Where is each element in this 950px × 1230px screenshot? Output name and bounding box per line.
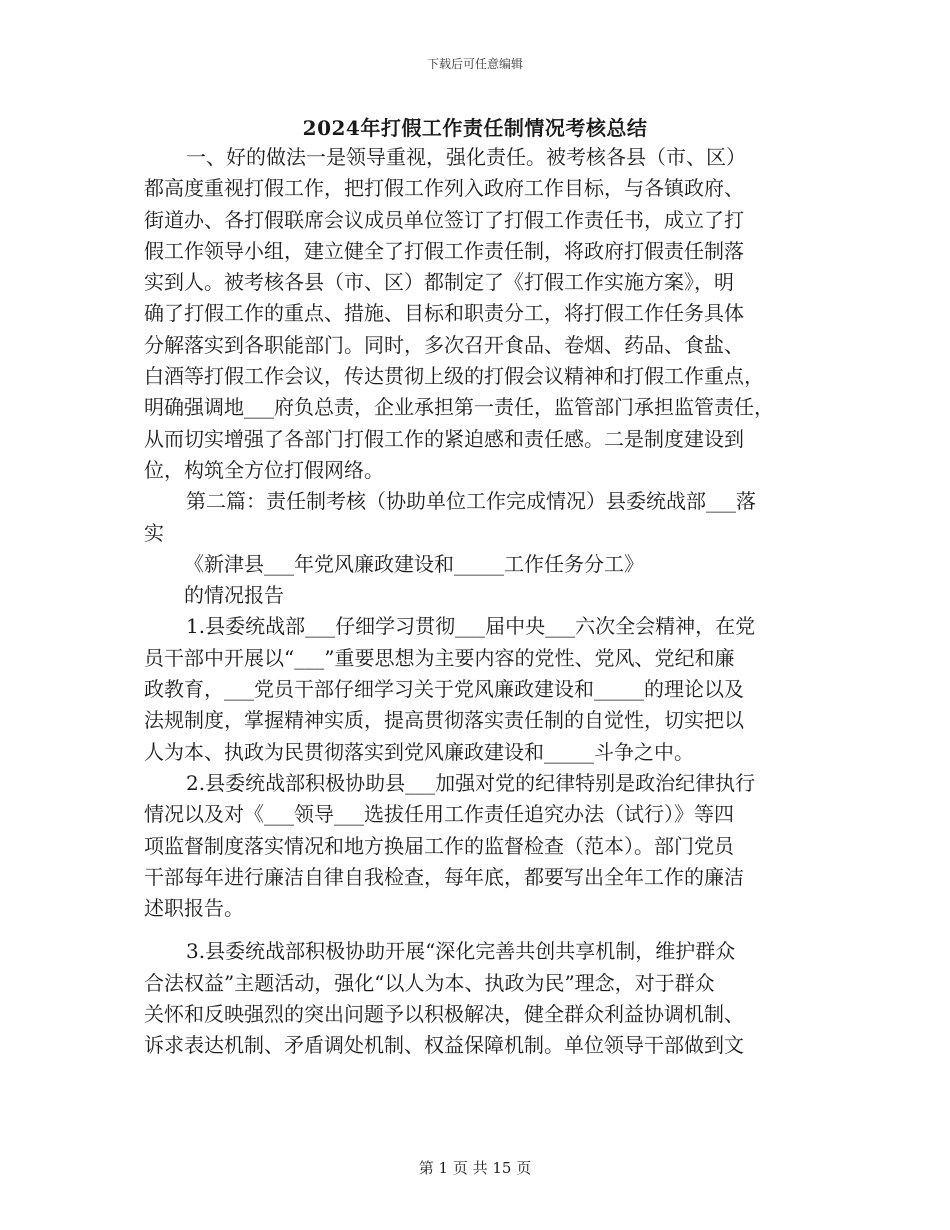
body-line: 确了打假工作的重点、措施、目标和职责分工，将打假工作任务具体 (144, 301, 744, 326)
body-line: 白酒等打假工作会议，传达贯彻上级的打假会议精神和打假工作重点， (144, 364, 764, 389)
body-line: 2.县委统战部积极协助县___加强对党的纪律特别是政治纪律执行 (186, 770, 756, 795)
body-line: 干部每年进行廉洁自律自我检查，每年底，都要写出全年工作的廉洁 (144, 864, 744, 889)
body-line: 第二篇：责任制考核（协助单位工作完成情况）县委统战部___落 (186, 489, 756, 514)
body-line: 人为本、执政为民贯彻落实到党风廉政建设和_____斗争之中。 (144, 739, 694, 764)
body-line: 关怀和反映强烈的突出问题予以积极解决，健全群众利益协调机制、 (144, 1002, 744, 1027)
body-line: 3.县委统战部积极协助开展“深化完善共创共享机制，维护群众 (186, 939, 736, 964)
page-number-footer: 第 1 页 共 15 页 (418, 1159, 532, 1177)
body-line: 从而切实增强了各部门打假工作的紧迫感和责任感。二是制度建设到 (144, 426, 744, 451)
body-line: 街道办、各打假联席会议成员单位签订了打假工作责任书，成立了打 (144, 207, 744, 232)
body-line: 情况以及对《___领导___选拔任用工作责任追究办法（试行）》等四 (144, 802, 734, 827)
body-line: 项监督制度落实情况和地方换届工作的监督检查（范本）。部门党员 (144, 833, 734, 858)
document-body (144, 142, 824, 1062)
body-line: 合法权益”主题活动，强化“以人为本、执政为民”理念，对于群众 (144, 970, 715, 995)
body-line: 一、好的做法一是领导重视，强化责任。被考核各县（市、区） (186, 145, 746, 169)
body-line: 员干部中开展以“___”重要思想为主要内容的党性、党风、党纪和廉 (144, 645, 735, 670)
body-line: 政教育，___党员干部仔细学习关于党风廉政建设和_____的理论以及 (144, 677, 744, 702)
paragraph-gap (144, 924, 824, 936)
document-title: 2024年打假工作责任制情况考核总结 (302, 116, 648, 140)
body-line: 假工作领导小组，建立健全了打假工作责任制，将政府打假责任制落 (144, 238, 744, 263)
body-line: 诉求表达机制、矛盾调处机制、权益保障机制。单位领导干部做到文 (144, 1033, 744, 1058)
body-line: 明确强调地___府负总责，企业承担第一责任，监管部门承担监管责任， (144, 395, 774, 420)
body-line: 的情况报告 (184, 583, 284, 608)
body-line: 述职报告。 (144, 896, 244, 921)
header-note: 下载后可任意编辑 (426, 57, 523, 71)
body-line: 法规制度，掌握精神实质，提高贯彻落实责任制的自觉性，切实把以 (144, 708, 744, 733)
body-line: 《新津县___年党风廉政建设和_____工作任务分工》 (184, 551, 644, 576)
body-line: 实到人。被考核各县（市、区）都制定了《打假工作实施方案》，明 (144, 270, 734, 295)
body-line: 1.县委统战部___仔细学习贯彻___届中央___六次全会精神，在党 (186, 614, 756, 639)
body-line: 都高度重视打假工作，把打假工作列入政府工作目标，与各镇政府、 (144, 176, 744, 201)
body-line: 实 (144, 520, 164, 545)
body-line: 分解落实到各职能部门。同时，多次召开食品、卷烟、药品、食盐、 (144, 332, 744, 357)
body-line: 位，构筑全方位打假网络。 (144, 457, 384, 482)
